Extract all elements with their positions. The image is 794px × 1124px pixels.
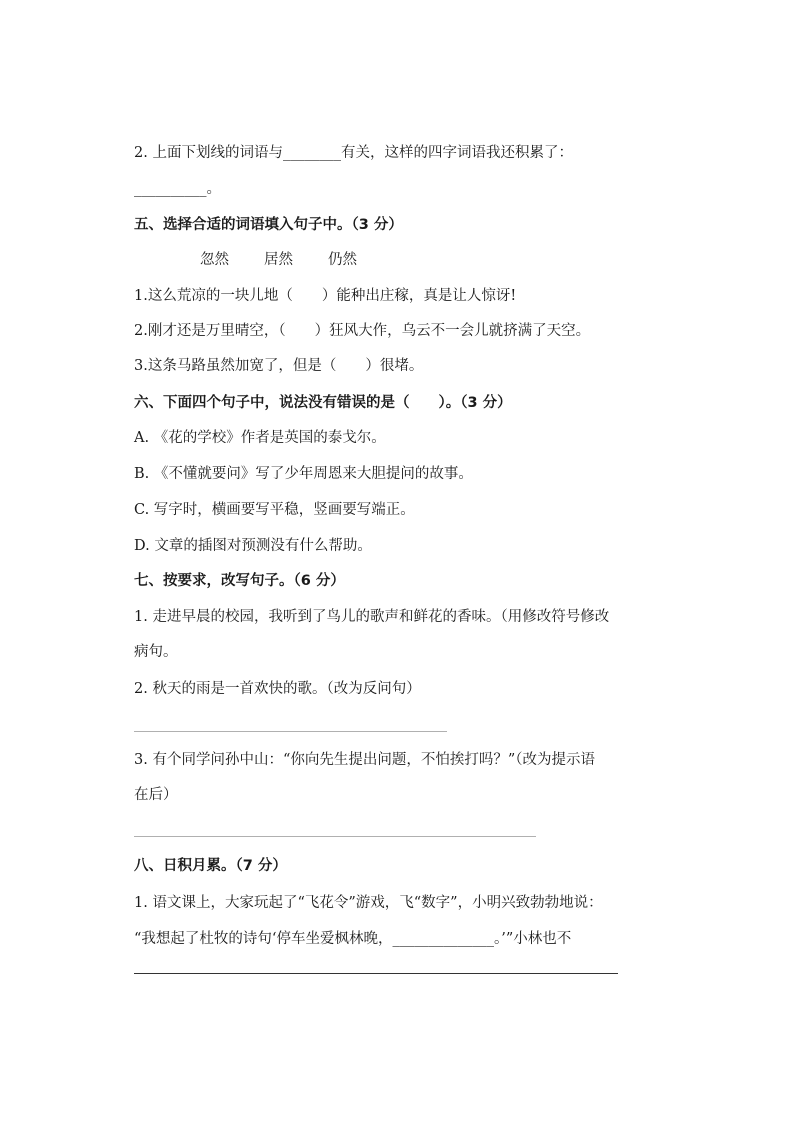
section-7-item-1: 1. 走进早晨的校园，我听到了鸟儿的歌声和鲜花的香味。（用修改符号修改 bbox=[134, 609, 610, 625]
answer-line bbox=[134, 731, 447, 732]
section-8-item-1-cont: “我想起了杜牧的诗句‘停车坐爱枫林晚，______________。’”小林也不 bbox=[134, 931, 572, 947]
section-6-option-d: D. 文章的插图对预测没有什么帮助。 bbox=[134, 538, 372, 554]
section-6-option-b: B. 《不懂就要问》写了少年周恩来大胆提问的故事。 bbox=[134, 466, 473, 482]
section-7-item-1-cont: 病句。 bbox=[134, 644, 178, 660]
section-6-heading: 六、下面四个句子中，说法没有错误的是（ ）。（3 分） bbox=[134, 395, 512, 411]
section-5-heading: 五、选择合适的词语填入句子中。（3 分） bbox=[134, 217, 403, 233]
section-5-item-3: 3.这条马路虽然加宽了，但是（ ）很堵。 bbox=[134, 358, 424, 374]
section-8-item-1: 1. 语文课上，大家玩起了“飞花令”游戏，飞“数字”，小明兴致勃勃地说： bbox=[134, 895, 603, 911]
section-7-item-3-cont: 在后） bbox=[134, 787, 178, 803]
section-5-item-1: 1.这么荒凉的一块儿地（ ）能种出庄稼，真是让人惊讶! bbox=[134, 288, 517, 304]
q4-item2-cont: __________。 bbox=[134, 181, 221, 197]
word-bank-item: 仍然 bbox=[328, 252, 357, 268]
answer-line bbox=[134, 973, 618, 974]
word-bank-item: 忽然 bbox=[200, 252, 229, 268]
word-bank-item: 居然 bbox=[264, 252, 293, 268]
section-8-heading: 八、日积月累。（7 分） bbox=[134, 858, 287, 874]
q4-item2: 2. 上面下划线的词语与________有关，这样的四字词语我还积累了： bbox=[134, 145, 573, 161]
answer-line bbox=[134, 836, 536, 837]
section-7-item-2: 2. 秋天的雨是一首欢快的歌。（改为反问句） bbox=[134, 681, 421, 697]
section-6-option-a: A. 《花的学校》作者是英国的泰戈尔。 bbox=[134, 430, 386, 446]
section-7-item-3: 3. 有个同学问孙中山：“你向先生提出问题，不怕挨打吗？”（改为提示语 bbox=[134, 752, 596, 768]
section-5-item-2: 2.刚才还是万里晴空，（ ）狂风大作，乌云不一会儿就挤满了天空。 bbox=[134, 323, 591, 339]
section-7-heading: 七、按要求，改写句子。（6 分） bbox=[134, 573, 345, 589]
section-6-option-c: C. 写字时，横画要写平稳，竖画要写端正。 bbox=[134, 502, 415, 518]
